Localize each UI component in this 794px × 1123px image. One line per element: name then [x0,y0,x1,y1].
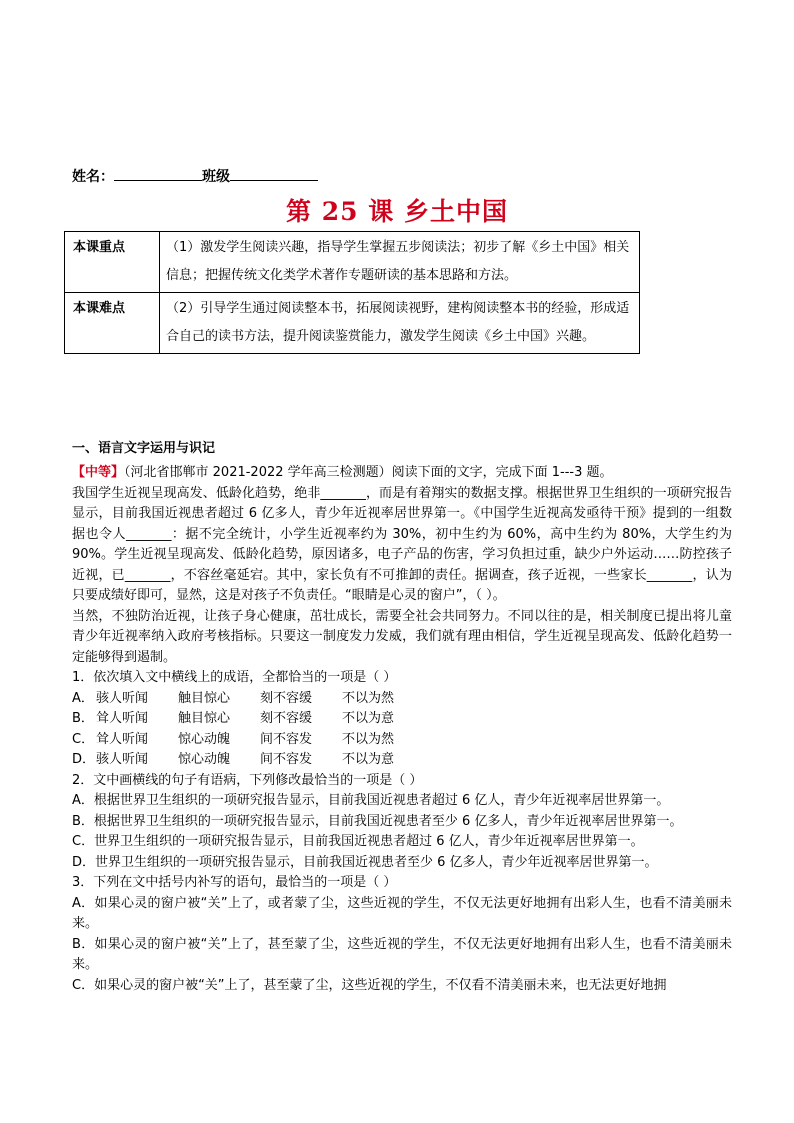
name-class-line [72,166,318,186]
passage-paragraph-2: 当然，不独防治近视，让孩子身心健康，茁壮成长，需要全社会共同努力。不同以往的是，相关制度已提出将儿童青少年近视率纳入政府考核指标。只要这一制度发力发威，我们就有理由相信，学生近视呈现高发、低龄化趋势一定能够得到遏制。 [72,608,732,665]
name-label: 姓名： [72,169,114,185]
question-1-option-b[interactable] [72,709,732,730]
difficulty-content: （2）引导学生通过阅读整本书，拓展阅读视野，建构阅读整本书的经验，形成适合自己的读书方法，提升阅读鉴赏能力，激发学生阅读《乡土中国》兴趣。 [160,293,640,354]
passage-source-line [72,463,732,484]
question-2-option-c[interactable]: C．世界卫生组织的一项研究报告显示，目前我国近视患者超过 6 亿人，青少年近视率居世界第一。 [72,834,644,849]
option-word: 触目惊心 [178,690,231,706]
focus-content: （1）激发学生阅读兴趣，指导学生掌握五步阅读法；初步了解《乡土中国》相关信息；把握传统文化类学术著作专题研读的基本思路和方法。 [160,232,640,293]
difficulty-level-tag: 【中等】 [72,465,125,480]
option-letter: C． [72,731,95,747]
option-word: 不以为意 [342,711,395,726]
question-2-option-a[interactable]: A．根据世界卫生组织的一项研究报告显示，目前我国近视患者超过 6 亿人，青少年近视率居世界第一。 [72,793,670,808]
question-1-option-a[interactable] [72,689,732,710]
focus-label: 本课重点 [65,232,160,293]
option-word: 惊心动魄 [178,731,231,747]
option-word: 耸人听闻 [96,711,149,726]
option-letter: A． [72,690,94,706]
difficulty-label: 本课难点 [65,293,160,354]
table-row [65,232,640,293]
question-1-option-d[interactable] [72,750,732,771]
option-word: 间不容发 [260,752,313,767]
option-word: 触目惊心 [178,711,231,726]
question-3-option-c[interactable]: C．如果心灵的窗户被“关”上了，甚至蒙了尘，这些近视的学生，不仅看不清美丽未来，也无法更好地拥 [72,977,667,993]
table-row [65,293,640,354]
passage-source: （河北省邯郸市 2021-2022 学年高三检测题）阅读下面的文字，完成下面 1---3 题。 [124,465,613,480]
question-2-option-b[interactable]: B．根据世界卫生组织的一项研究报告显示，目前我国近视患者至少 6 亿多人，青少年近视率居世界第一。 [72,813,683,829]
option-word: 骇人听闻 [96,690,149,706]
lesson-title: 第 25 课 乡土中国 [286,197,508,226]
passage-paragraph-1: 我国学生近视呈现高发、低龄化趋势，绝非_______，而是有着翔实的数据支撑。根据世界卫生组织的一项研究报告显示，目前我国近视患者超过 6 亿多人，青少年近视率居世界第一。《中国学生近视高发亟待干预》提到的一组数据也令人_______：据不完全统计，小学生近视率约为 30%，初中生约为 60%，高中生约为 80%，大学生约为 90%。学生近视呈现高发、低龄化趋势，原因诸多，电子产品的伤害，学习负担过重，缺少户外运动……防控孩子近视，已_______，不容丝毫延宕。其中，家长负有不可推卸的责任。据调查，孩子近视，一些家长_______，认为只要成绩好即可，显然，这是对孩子不负责任。“眼睛是心灵的窗户”，（ ）。 [72,485,732,603]
option-letter: D． [72,752,96,767]
question-1-stem: 1．依次填入文中横线上的成语，全都恰当的一项是（ ） [72,670,397,685]
option-word: 刻不容缓 [260,690,313,706]
question-3-option-b[interactable]: B．如果心灵的窗户被“关”上了，甚至蒙了尘，这些近视的学生，不仅无法更好地拥有出彩人生，也看不清美丽未来。 [72,936,732,972]
exercise-body [72,463,732,996]
option-word: 骇人听闻 [96,752,149,767]
option-word: 不以为意 [342,752,395,767]
option-word: 不以为然 [342,731,395,747]
section-heading: 一、语言文字运用与识记 [72,441,216,456]
lesson-focus-table [64,231,640,354]
question-2-option-d[interactable]: D．世界卫生组织的一项研究报告显示，目前我国近视患者至少 6 亿多人，青少年近视率居世界第一。 [72,854,658,870]
question-2-stem: 2．文中画横线的句子有语病，下列修改最恰当的一项是（ ） [72,772,423,788]
option-word: 惊心动魄 [178,752,231,767]
option-word: 刻不容缓 [260,711,313,726]
option-letter: B． [72,711,94,726]
class-label: 班级 [202,169,230,185]
question-3-stem: 3．下列在文中括号内补写的语句，最恰当的一项是（ ） [72,875,397,890]
question-3-option-a[interactable]: A．如果心灵的窗户被“关”上了，或者蒙了尘，这些近视的学生，不仅无法更好地拥有出彩人生，也看不清美丽未来。 [72,895,732,931]
question-1-option-c[interactable] [72,730,732,751]
option-word: 间不容发 [260,731,313,747]
name-blank[interactable] [114,166,202,181]
class-blank[interactable] [230,166,318,181]
option-word: 耸人听闻 [96,731,149,747]
option-word: 不以为然 [342,690,395,706]
